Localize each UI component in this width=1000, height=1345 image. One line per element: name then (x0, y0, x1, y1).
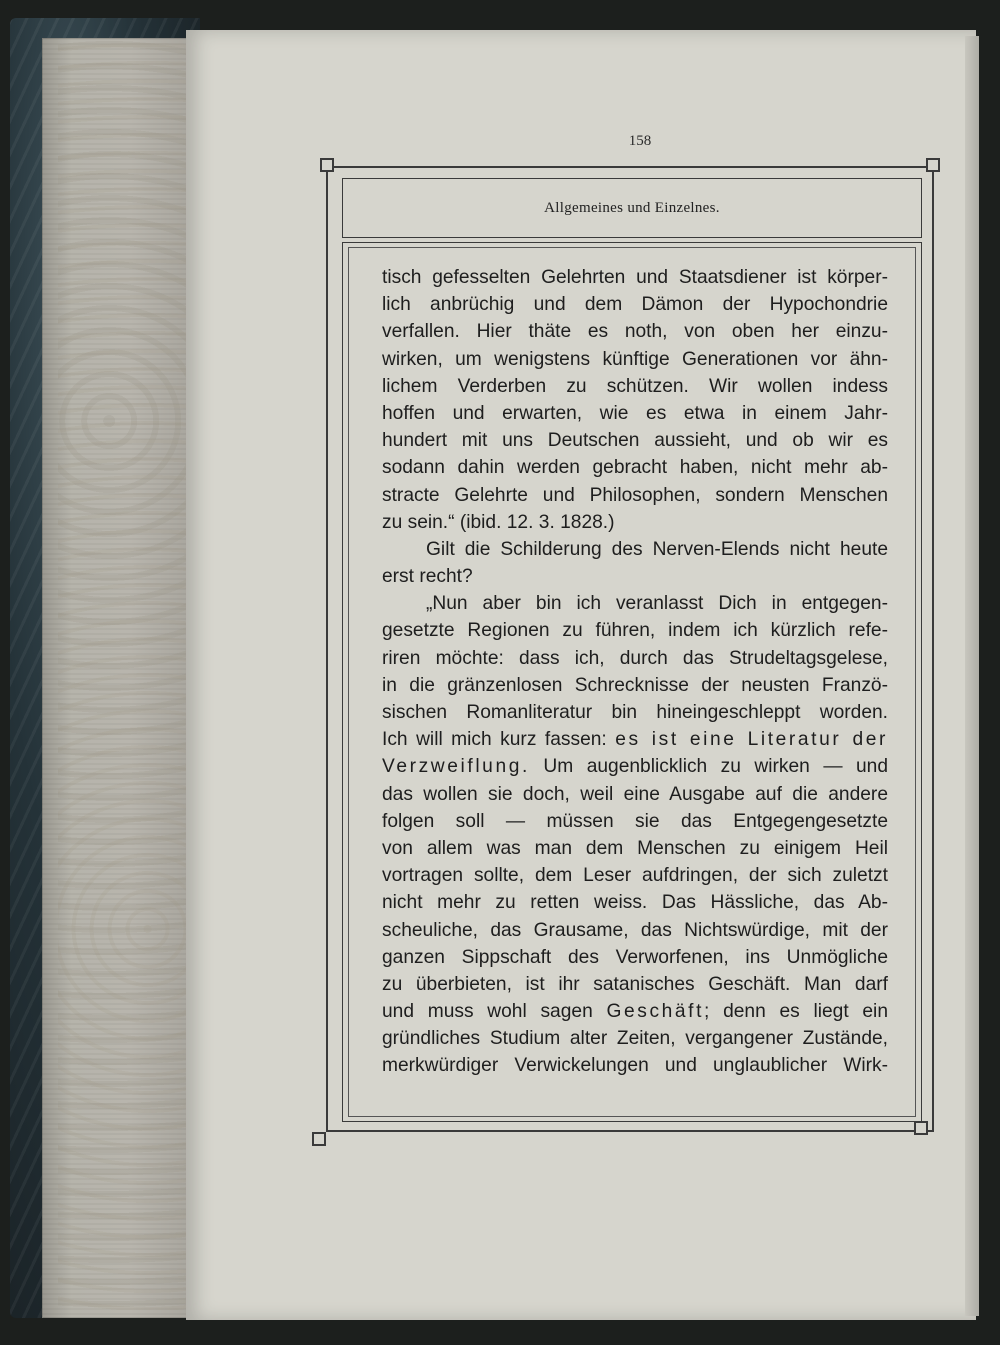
spaced-emphasis: Geschäft (606, 1001, 705, 1023)
text-line: gesetzte Regionen zu führen, indem ich kürzlich refe- (382, 620, 888, 642)
text-fragment: ; denn es liegt ein (704, 1001, 888, 1023)
text-line: nicht mehr zu retten weiss. Das Hässliche, das Ab- (382, 892, 888, 914)
text-line: verfallen. Hier thäte es noth, von oben her einzu- (382, 321, 888, 343)
frame-corner-bottom-left (312, 1132, 326, 1146)
text-line: in die gränzenlosen Schrecknisse der neusten Franzö- (382, 674, 888, 696)
marbled-edge (58, 40, 186, 1310)
frame-corner-top-left (320, 158, 334, 172)
text-line: hoffen und erwarten, wie es etwa in einem Jahr- (382, 402, 888, 424)
text-line: stracte Gelehrte und Philosophen, sondern Menschen (382, 484, 888, 506)
text-line: zu sein.“ (ibid. 12. 3. 1828.) (382, 511, 615, 533)
text-line: folgen soll — müssen sie das Entgegengesetzte (382, 810, 888, 832)
frame-corner-bottom-right (914, 1121, 928, 1135)
body-text (382, 264, 888, 1080)
text-line (382, 753, 888, 780)
text-line: sodann dahin werden gebracht haben, nicht mehr ab- (382, 457, 888, 479)
text-line: tisch gefesselten Gelehrten und Staatsdiener ist körper- (382, 267, 888, 288)
page-fore-edge (965, 36, 979, 1316)
text-line (382, 726, 888, 753)
running-head: Allgemeines und Einzelnes. (544, 199, 720, 216)
text-line: gründliches Studium alter Zeiten, vergangener Zustände, (382, 1028, 888, 1050)
page-number: 158 (628, 133, 652, 149)
text-line: ganzen Sippschaft des Verworfenen, ins Unmögliche (382, 946, 888, 968)
text-fragment: und muss wohl sagen (382, 1001, 607, 1023)
text-line: von allem was man dem Menschen zu einigem Heil (382, 837, 888, 859)
text-fragment: Um augenblicklich zu wirken — und (529, 756, 888, 778)
paragraph-start: Gilt die Schilderung des Nerven-Elends nicht heute (426, 538, 888, 560)
text-line: sischen Romanliteratur bin hineingeschleppt worden. (382, 702, 888, 723)
text-line: vortragen sollte, dem Leser aufdringen, der sich zuletzt (382, 865, 888, 887)
text-line: hundert mit uns Deutschen aussieht, und ob wir es (382, 430, 888, 452)
paragraph-start: „Nun aber bin ich veranlasst Dich in entgegen- (426, 593, 888, 615)
text-line: erst recht? (382, 566, 473, 588)
text-line: zu überbieten, ist ihr satanisches Geschäft. Man darf (382, 973, 888, 995)
text-line: lichem Verderben zu schützen. Wir wollen indess (382, 375, 888, 397)
text-line: wirken, um wenigstens künftige Generationen vor ähn- (382, 348, 888, 370)
text-line: lich anbrüchig und dem Dämon der Hypochondrie (382, 294, 888, 316)
text-line: merkwürdiger Verwickelungen und unglaublicher Wirk- (382, 1055, 888, 1077)
frame-corner-top-right (926, 158, 940, 172)
text-line: riren möchte: dass ich, durch das Strudeltagsgelese, (382, 647, 888, 669)
text-line: scheuliche, das Grausame, das Nichtswürdige, mit der (382, 919, 888, 941)
text-line: das wollen sie doch, weil eine Ausgabe auf die andere (382, 783, 888, 805)
running-head-box (342, 178, 922, 238)
text-line (382, 998, 888, 1025)
spaced-emphasis: Verzweiflung. (382, 756, 530, 778)
text-fragment: Ich will mich kurz fassen: (382, 729, 616, 751)
spaced-emphasis: es ist eine Literatur der (615, 729, 888, 751)
